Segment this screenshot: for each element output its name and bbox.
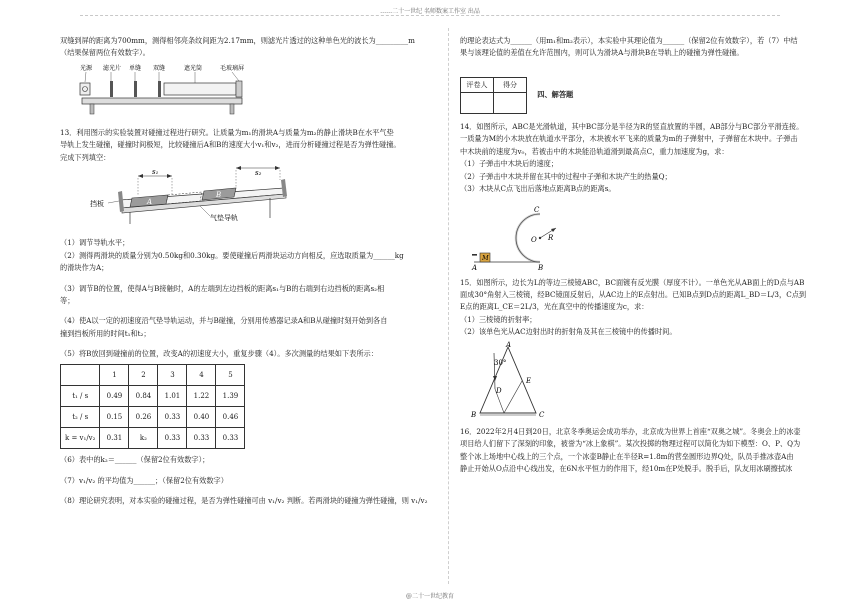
q14-sub3: （3）木块从C点飞出后落地点距离B点的距离s。 [460, 184, 616, 194]
fig3-label-o: O [531, 235, 537, 244]
fig2-label-a: A [147, 198, 153, 207]
fig3-label-c: C [534, 205, 540, 214]
table-cell: 1.01 [158, 385, 187, 406]
q13-step8: （8）理论研究表明，对本实验的碰撞过程，是否为弹性碰撞可由 v₁/v₂ 判断。若两滑块的碰撞为弹性碰撞，则 v₁/v₂ [60, 496, 428, 506]
table-cell: 1.22 [187, 385, 216, 406]
table-cell: t₁ / s [61, 385, 100, 406]
table-cell: k₂ [129, 428, 158, 449]
q13-stem-line1: 13．利用图示的实验装置对碰撞过程进行研究。让质量为m₁的滑块A与质量为m₂的静止滑块B在水平气垫 [60, 127, 394, 137]
q15-stem-line1: 15．如图所示，边长为L的等边三棱镜ABC，BC面镀有反光膜（厚度不计）。一单色光从AB面上的D点与AB [460, 277, 805, 287]
score-header-score: 得分 [494, 77, 527, 92]
q13-step3-line1: （3）调节B的位置，使得A与B接触时，A的左端到左边挡板的距离s₁与B的右端到右边挡板的距离s₂相 [60, 283, 385, 293]
fig1-label-light-source: 光源 [80, 64, 93, 72]
section-title: 四、解答题 [537, 90, 574, 100]
page-footer: @二十一世纪教育 [405, 593, 454, 600]
table-cell: 0.33 [216, 428, 245, 449]
table-cell: 0.84 [129, 385, 158, 406]
fig4-label-e: E [526, 376, 532, 385]
q14-sub1: （1）子弹击中木块后的速度； [460, 159, 559, 169]
q13-continued-line2: 果与该理论值的差值在允许范围内，则可认为滑块A与滑块B在导轨上的碰撞为弹性碰撞。 [460, 48, 744, 58]
table-cell: 5 [216, 364, 245, 385]
q13-step1: （1）调节导轨水平； [60, 238, 130, 248]
fig1-label-filter: 滤光片 [103, 64, 122, 72]
column-divider [448, 28, 449, 584]
fig2-label-baffle: 挡板 [90, 200, 104, 209]
fig4-label-angle: 30° [494, 358, 507, 367]
table-cell: 0.33 [187, 428, 216, 449]
table-cell: 0.33 [158, 406, 187, 427]
q13-step6: （6）表中的k₂＝______（保留2位有效数字）； [60, 455, 210, 465]
fig3-label-r: R [548, 233, 554, 242]
fig2-label-b: B [216, 191, 222, 200]
table-cell: 1.39 [216, 385, 245, 406]
q13-continued-line1: 的理论表达式为______（用m₁和m₂表示），本实验中其理论值为______（保留2位有效数字），若（7）中结 [460, 36, 798, 45]
table-cell: 0.26 [129, 406, 158, 427]
fig2-label-s2: s₂ [255, 169, 262, 178]
table-row [61, 385, 245, 406]
score-header-grader: 评卷人 [461, 77, 494, 92]
fig4-label-a: A [506, 340, 512, 349]
table-row [61, 406, 245, 427]
table-header-row [61, 364, 245, 385]
table-cell: 3 [158, 364, 187, 385]
q13-step2-line2: 的滑块作为A； [60, 263, 109, 273]
double-slit-apparatus-figure [60, 62, 435, 122]
table-cell: 1 [100, 364, 129, 385]
q16-stem-line4: 静止开始从O点沿中心线出发，在6N水平恒力的作用下，经10m在P处脱手。脱手后，队友用冰刷擦拭冰 [460, 464, 793, 473]
right-column [460, 36, 825, 476]
page-header: ……二十一世纪 名师数案工作室 出品 [380, 8, 480, 15]
fig4-label-c: C [539, 410, 545, 419]
q13-stem-line3: 完成下列填空： [60, 152, 111, 162]
fig4-label-b: B [471, 410, 477, 419]
fig1-label-single-slit: 单缝 [129, 64, 142, 72]
q12-tail-line1: 双缝到屏的距离为700mm，测得相邻亮条纹间距为2.17mm，则滤光片透过的这种单色光的波长为_________m [60, 36, 415, 45]
q15-sub1: （1）三棱镜的折射率； [460, 314, 537, 324]
score-cell-grader [461, 92, 494, 113]
table-row [61, 428, 245, 449]
fig1-label-tube: 遮光筒 [184, 64, 203, 72]
header-divider [80, 15, 780, 16]
table-cell: 0.40 [187, 406, 216, 427]
q13-step4-line1: （4）使A以一定的初速度沿气垫导轨运动，并与B碰撞，分别用传感器记录A和B从碰撞时刻开始到各自 [60, 316, 388, 326]
table-cell: 0.46 [216, 406, 245, 427]
fig3-label-b: B [538, 263, 544, 272]
prism-figure [460, 341, 825, 421]
q16-stem-line1: 16．2022年2月4日到20日，北京冬季奥运会成功举办，北京成为世界上首座“双奥之城”。冬奥会上的冰壶 [460, 426, 801, 436]
fig4-label-d: D [496, 386, 502, 395]
table-cell: 0.31 [100, 428, 129, 449]
q15-stem-line3: E点的距离L_CE＝2L/3，光在真空中的传播速度为c，求： [460, 302, 649, 312]
table-cell: 2 [129, 364, 158, 385]
semicircle-track-figure [460, 198, 825, 272]
table-cell [61, 364, 100, 385]
table-cell: t₂ / s [61, 406, 100, 427]
q16-stem-line2: 项目给人们留下了深刻的印象，被誉为“冰上象棋”。某次投掷的物理过程可以简化为如下模型：O、P、Q为 [460, 439, 801, 449]
measurement-table [60, 364, 245, 450]
q16-stem-line3: 整个冰上场地中心线上的三个点，一个冰壶B静止在半径R=1.8m的营垒圆形边界Q处，队员手推冰壶A由 [460, 451, 794, 461]
q13-step4-line2: 撞到挡板所用的时间t₁和t₂； [60, 328, 151, 338]
fig1-label-screen: 毛玻璃屏 [220, 64, 245, 72]
q14-stem-line3: 中木块前的速度为v₀，若被击中的木块能沿轨道滑到最高点C，重力加速度为g，求： [460, 146, 729, 156]
left-column [60, 36, 435, 509]
q14-sub2: （2）子弹击中木块并留在其中的过程中子弹和木块产生的热量Q； [460, 171, 672, 181]
q15-sub2: （2）该单色光从AC边射出时的折射角及其在三棱镜中的传播时间。 [460, 327, 677, 337]
table-cell: k = v₁/v₂ [61, 428, 100, 449]
q12-tail-line2: （结果保留两位有效数字）。 [60, 48, 150, 58]
fig3-label-m: M [482, 253, 489, 262]
air-track-figure [60, 166, 435, 232]
q13-step5: （5）将B放回到碰撞前的位置，改变A的初速度大小，重复步骤（4）。多次测量的结果如下表所示： [60, 349, 378, 359]
q14-stem-line1: 14．如图所示，ABC是光滑轨道，其中BC部分是半径为R的竖直放置的半圆，AB部分与BC部分平滑连接。 [460, 121, 804, 131]
q13-step3-line2: 等； [60, 295, 75, 305]
fig2-label-s1: s₁ [152, 168, 159, 177]
q13-stem-line2: 导轨上发生碰撞，碰撞时间极短，比较碰撞后A和B的速度大小v₁和v₂，进而分析碰撞过程是否为弹性碰撞。 [60, 140, 401, 150]
fig1-label-double-slit: 双缝 [153, 64, 166, 72]
q14-stem-line2: 一质量为M的小木块放在轨道水平部分，木块被水平飞来的质量为m的子弹射中，子弹留在木块中。子弹击 [460, 134, 798, 144]
table-cell: 0.33 [158, 428, 187, 449]
q15-stem-line2: 面成30°角射入三棱镜，经BC镜面反射后，从AC边上的E点射出。已知B点到D点的距离L_BD＝L/3，C点到 [460, 289, 807, 299]
score-cell-score [494, 92, 527, 113]
score-table [460, 77, 527, 114]
table-cell: 4 [187, 364, 216, 385]
table-cell: 0.15 [100, 406, 129, 427]
table-cell: 0.49 [100, 385, 129, 406]
fig3-label-a: A [472, 263, 478, 272]
score-box-row [460, 77, 825, 114]
q13-step7: （7）v₁/v₂ 的平均值为______；（保留2位有效数字） [60, 475, 228, 485]
fig2-label-rail: 气垫导轨 [210, 214, 238, 223]
q13-step2-line1: （2）测得两滑块的质量分别为0.50kg和0.30kg。要使碰撞后两滑块运动方向相反，应选取质量为______kg [60, 250, 404, 260]
